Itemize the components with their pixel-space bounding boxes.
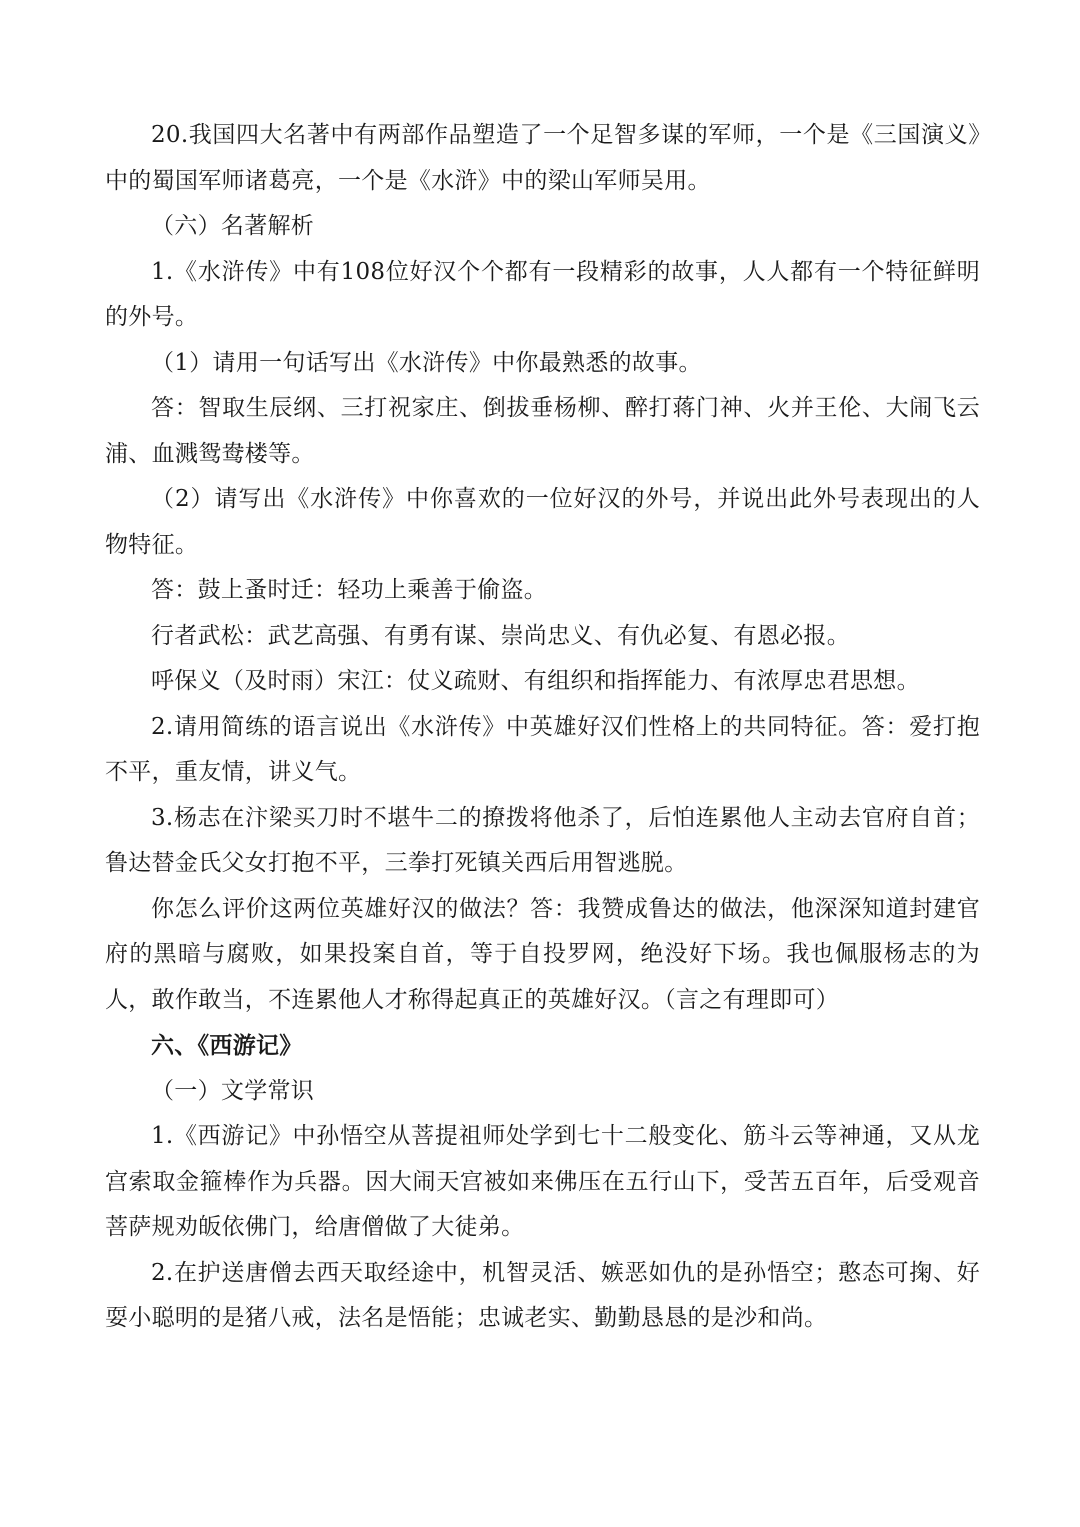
paragraph-shuihu-intro: 1.《水浒传》中有108位好汉个个都有一段精彩的故事，人人都有一个特征鲜明的外号。	[105, 258, 980, 330]
paragraph-answer-2-wusong: 行者武松：武艺高强、有勇有谋、崇尚忠义、有仇必复、有恩必报。	[151, 622, 850, 649]
paragraph-evaluation: 你怎么评价这两位英雄好汉的做法？答：我赞成鲁达的做法，他深深知道封建官府的黑暗与腐败，如果投案自首，等于自投罗网，绝没好下场。我也佩服杨志的为人，敢作敢当，不连累他人才称得起真正的英雄好汉。（言之有理即可）	[105, 895, 980, 1013]
paragraph-answer-2-songjiang: 呼保义（及时雨）宋江：仗义疏财、有组织和指挥能力、有浓厚忠君思想。	[151, 668, 920, 694]
paragraph-yangzhi-luda: 3.杨志在汴梁买刀时不堪牛二的撩拨将他杀了，后怕连累他人主动去官府自首；鲁达替金氏父女打抱不平，三拳打死镇关西后用智逃脱。	[105, 804, 980, 876]
subheading-literary-knowledge: （一）文学常识	[151, 1077, 315, 1104]
paragraph-answer-1: 答：智取生辰纲、三打祝家庄、倒拔垂杨柳、醉打蒋门神、火并王伦、大闹飞云浦、血溅鸳鸯楼等。	[105, 395, 980, 467]
paragraph-q20: 20.我国四大名著中有两部作品塑造了一个足智多谋的军师，一个是《三国演义》中的蜀国军师诸葛亮，一个是《水浒》中的梁山军师吴用。	[105, 122, 980, 194]
paragraph-question-2: （2）请写出《水浒传》中你喜欢的一位好汉的外号，并说出此外号表现出的人物特征。	[105, 486, 980, 558]
paragraph-answer-2-shiqian: 答：鼓上蚤时迁：轻功上乘善于偷盗。	[151, 577, 548, 603]
paragraph-common-traits: 2.请用简练的语言说出《水浒传》中英雄好汉们性格上的共同特征。答：爱打抱不平，重友情，讲义气。	[105, 713, 980, 785]
paragraph-question-1: （1）请用一句话写出《水浒传》中你最熟悉的故事。	[151, 349, 702, 376]
paragraph-sunwukong: 1.《西游记》中孙悟空从菩提祖师处学到七十二般变化、筋斗云等神通，又从龙宫索取金箍棒作为兵器。因大闹天宫被如来佛压在五行山下，受苦五百年，后受观音菩萨规劝皈依佛门，给唐僧做了大徒弟。	[105, 1123, 980, 1240]
heading-xiyouji: 六、《西游记》	[151, 1032, 303, 1059]
paragraph-disciples: 2.在护送唐僧去西天取经途中，机智灵活、嫉恶如仇的是孙悟空；憨态可掬、好耍小聪明的是猪八戒，法名是悟能；忠诚老实、勤勤恳恳的是沙和尚。	[105, 1259, 980, 1331]
subheading-classic-analysis: （六）名著解析	[151, 213, 315, 239]
document-page	[105, 113, 980, 1342]
